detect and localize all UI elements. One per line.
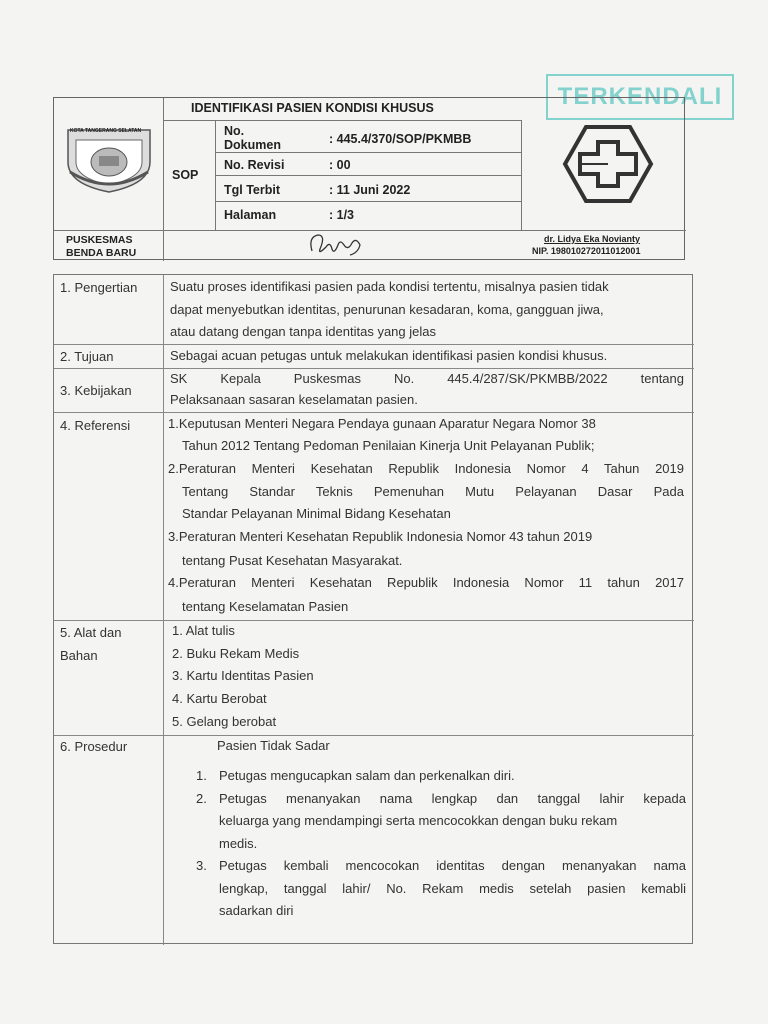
revision-label: No. Revisi: [224, 158, 285, 172]
sop-content-table: [53, 274, 693, 944]
signer-name: dr. Lidya Eka Novianty: [544, 234, 641, 244]
signature: [306, 231, 366, 259]
label-kebijakan: 3. Kebijakan: [60, 383, 132, 398]
page-label: Halaman: [224, 208, 277, 222]
doc-number-label-1: No.: [224, 124, 245, 138]
ref-3-line-1: 3.Peraturan Menteri Kesehatan Republik Indonesia Nomor 43 tahun 2019: [168, 529, 593, 544]
doc-number-label-2: Dokumen: [224, 138, 281, 152]
step-2-line-3: medis.: [219, 836, 258, 851]
ref-2-line-2: Tentang Standar Teknis Pemenuhan Mutu Pelayanan Dasar Pada: [182, 484, 684, 499]
pengertian-line-3: atau datang dengan tanpa identitas yang jelas: [170, 324, 436, 339]
alat-item: 3. Kartu Identitas Pasien: [172, 668, 314, 683]
step-1-line-1: Petugas mengucapkan salam dan perkenalkan diri.: [219, 768, 515, 783]
label-prosedur: 6. Prosedur: [60, 739, 128, 754]
label-alat-2: Bahan: [60, 648, 98, 663]
ref-3-line-2: tentang Pusat Kesehatan Masyarakat.: [182, 553, 403, 568]
ref-4-line-1: 4.Peraturan Menteri Kesehatan Republik Indonesia Nomor 11 tahun 2017: [168, 575, 684, 590]
pengertian-line-1: Suatu proses identifikasi pasien pada kondisi tertentu, misalnya pasien tidak: [170, 279, 609, 294]
step-2-line-1: Petugas menanyakan nama lengkap dan tanggal lahir kepada: [219, 791, 686, 806]
kebijakan-line-1: SK Kepala Puskesmas No. 445.4/287/SK/PKMBB/2022 tentang: [170, 371, 684, 386]
issue-date-label: Tgl Terbit: [224, 183, 281, 197]
label-tujuan: 2. Tujuan: [60, 349, 114, 364]
ref-2-line-3: Standar Pelayanan Minimal Bidang Kesehatan: [182, 506, 451, 521]
org-name-line2: BENDA BARU: [66, 247, 137, 259]
prosedur-subtitle: Pasien Tidak Sadar: [217, 738, 330, 753]
tujuan-text: Sebagai acuan petugas untuk melakukan identifikasi pasien kondisi khusus.: [170, 348, 608, 363]
label-pengertian: 1. Pengertian: [60, 280, 138, 295]
step-3-line-3: sadarkan diri: [219, 903, 294, 918]
doc-number-value: : 445.4/370/SOP/PKMBB: [329, 132, 472, 146]
alat-item: 4. Kartu Berobat: [172, 691, 267, 706]
sop-label: SOP: [172, 168, 199, 182]
ref-1-line-2: Tahun 2012 Tentang Pedoman Penilaian Kinerja Unit Pelayanan Publik;: [182, 438, 595, 453]
alat-item: 2. Buku Rekam Medis: [172, 646, 300, 661]
signer-nip: NIP. 198010272011012001: [532, 246, 641, 256]
step-3-line-2: lengkap, tanggal lahir/ No. Rekam medis setelah pasien kemabli: [219, 881, 686, 896]
label-alat-1: 5. Alat dan: [60, 625, 122, 640]
city-emblem-icon: [62, 124, 156, 194]
ref-2-line-1: 2.Peraturan Menteri Kesehatan Republik Indonesia Nomor 4 Tahun 2019: [168, 461, 684, 476]
step-number: 3.: [196, 858, 207, 873]
document-header: [53, 97, 685, 260]
step-number: 1.: [196, 768, 207, 783]
ref-4-line-2: tentang Keselamatan Pasien: [182, 599, 349, 614]
issue-date-value: : 11 Juni 2022: [329, 183, 411, 197]
kebijakan-line-2: Pelaksanaan sasaran keselamatan pasien.: [170, 392, 418, 407]
step-number: 2.: [196, 791, 207, 806]
revision-value: : 00: [329, 158, 351, 172]
alat-item: 1. Alat tulis: [172, 623, 235, 638]
emblem-caption: KOTA TANGERANG SELATAN: [70, 128, 142, 134]
page-value: : 1/3: [329, 208, 355, 222]
step-2-line-2: keluarga yang mendampingi serta mencocokkan dengan buku rekam: [219, 813, 618, 828]
puskesmas-logo-icon: [562, 124, 654, 204]
document-title: IDENTIFIKASI PASIEN KONDISI KHUSUS: [191, 101, 434, 115]
pengertian-line-2: dapat menyebutkan identitas, penurunan kesadaran, koma, gangguan jiwa,: [170, 302, 604, 317]
step-3-line-1: Petugas kembali mencocokan identitas dengan menanyakan nama: [219, 858, 686, 873]
terkendali-stamp: TERKENDALI: [546, 74, 734, 120]
org-name-line1: PUSKESMAS: [66, 234, 133, 246]
alat-item: 5. Gelang berobat: [172, 714, 277, 729]
label-referensi: 4. Referensi: [60, 418, 131, 433]
ref-1-line-1: 1.Keputusan Menteri Negara Pendaya gunaan Aparatur Negara Nomor 38: [168, 416, 596, 431]
